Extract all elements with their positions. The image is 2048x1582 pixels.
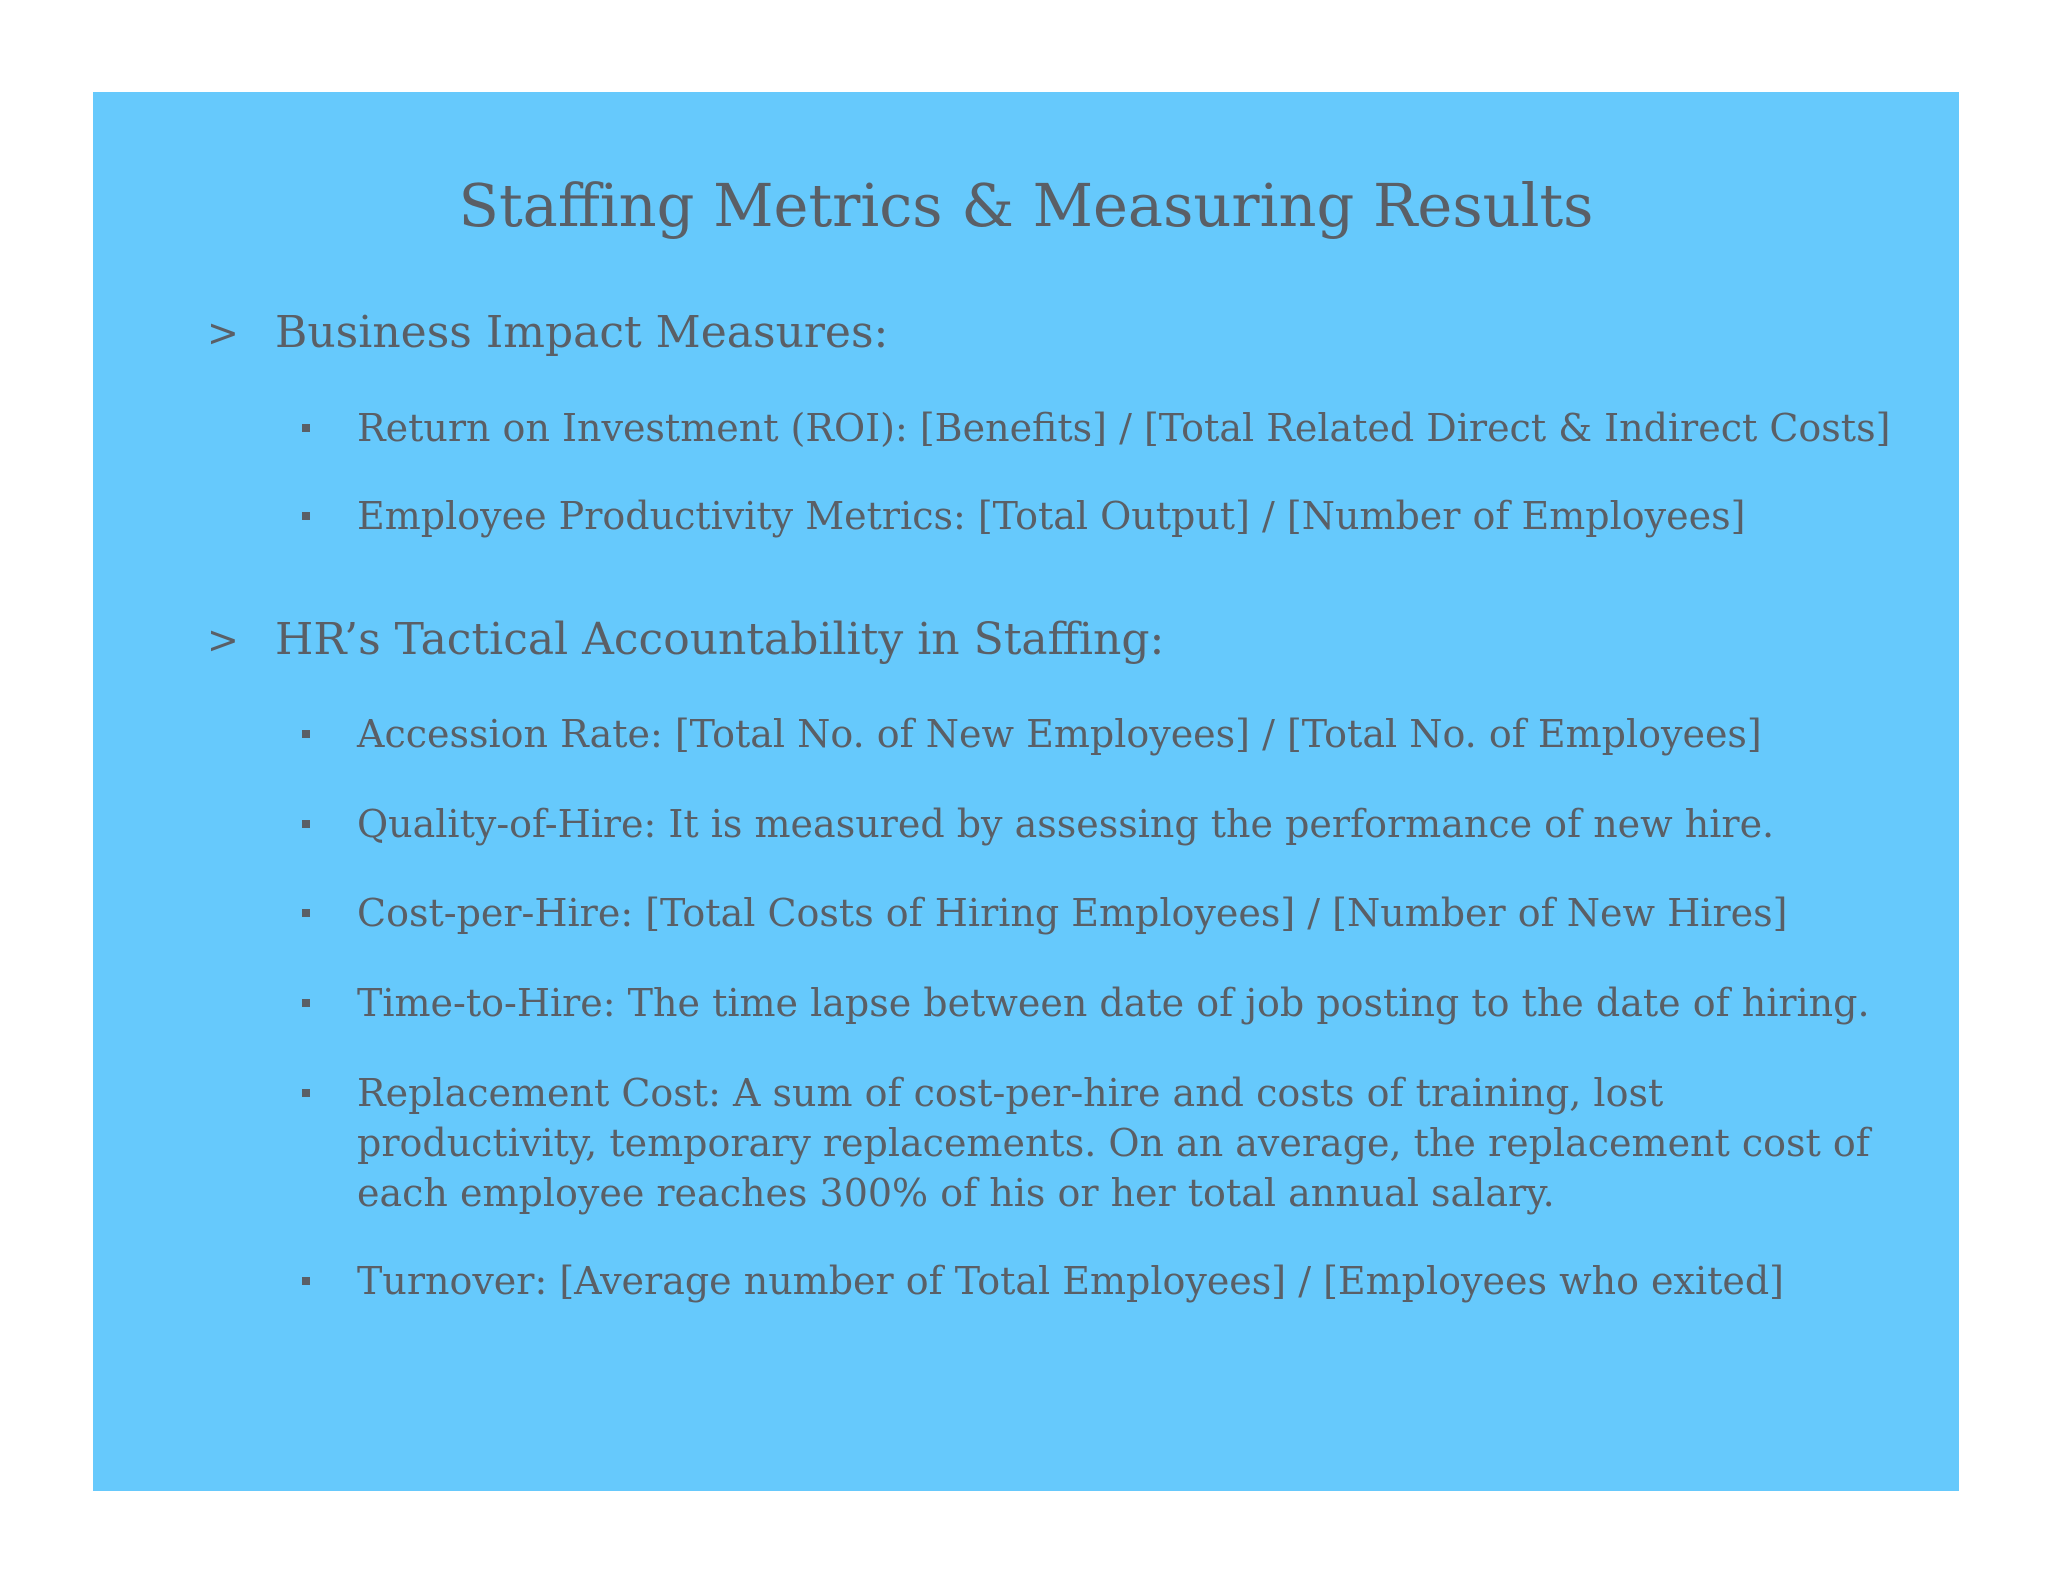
list-item-replacement-cost	[93, 1068, 1959, 1218]
list-item-quality-of-hire	[93, 799, 1959, 849]
arrow-bullet-icon: >	[207, 618, 239, 662]
square-bullet-icon	[302, 999, 310, 1007]
list-item-productivity	[93, 491, 1959, 541]
section-heading	[93, 305, 1959, 361]
square-bullet-icon	[302, 424, 310, 432]
list-item-text: Quality-of-Hire: It is measured by assessing the performance of new hire.	[357, 802, 1775, 846]
square-bullet-icon	[302, 730, 310, 738]
section-heading-text: HR’s Tactical Accountability in Staffing:	[275, 614, 1165, 665]
list-item-accession-rate	[93, 709, 1959, 759]
list-item-text-line: each employee reaches 300% of his or her total annual salary.	[357, 1171, 1555, 1215]
list-item-cost-per-hire	[93, 888, 1959, 938]
section-heading-text: Business Impact Measures:	[275, 307, 889, 358]
square-bullet-icon	[302, 909, 310, 917]
list-item-text: Employee Productivity Metrics: [Total Output] / [Number of Employees]	[357, 494, 1746, 538]
square-bullet-icon	[302, 1089, 310, 1097]
square-bullet-icon	[302, 820, 310, 828]
list-item-roi	[93, 403, 1959, 453]
square-bullet-icon	[302, 1277, 310, 1285]
list-item-turnover	[93, 1256, 1959, 1306]
section-heading	[93, 612, 1959, 668]
list-item-text: Cost-per-Hire: [Total Costs of Hiring Employees] / [Number of New Hires]	[357, 891, 1788, 935]
list-item-time-to-hire	[93, 978, 1959, 1028]
list-item-text: Accession Rate: [Total No. of New Employees] / [Total No. of Employees]	[357, 712, 1762, 756]
list-item-text-line: Replacement Cost: A sum of cost-per-hire and costs of training, lost	[357, 1071, 1664, 1115]
slide	[93, 92, 1959, 1491]
list-item-text: Time-to-Hire: The time lapse between date of job posting to the date of hiring.	[357, 981, 1870, 1025]
list-item-text: Return on Investment (ROI): [Benefits] / [Total Related Direct & Indirect Costs]	[357, 406, 1891, 450]
section-business-impact	[93, 305, 1959, 361]
arrow-bullet-icon: >	[207, 311, 239, 355]
slide-title: Staffing Metrics & Measuring Results	[458, 171, 1594, 240]
list-item-text-line: productivity, temporary replacements. On an average, the replacement cost of	[357, 1121, 1870, 1165]
square-bullet-icon	[302, 512, 310, 520]
list-item-text: Turnover: [Average number of Total Employees] / [Employees who exited]	[357, 1259, 1785, 1303]
section-hr-tactical	[93, 612, 1959, 668]
